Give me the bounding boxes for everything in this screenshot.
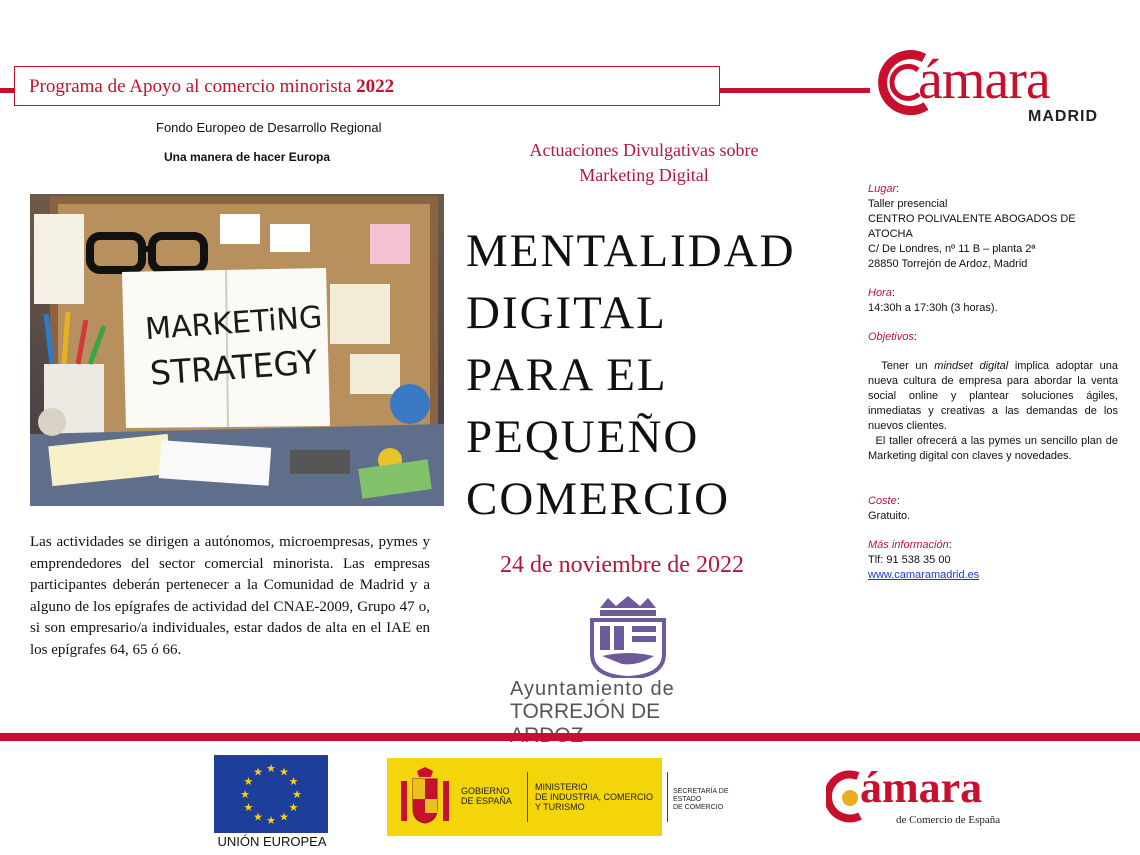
gob-divider-1: [527, 772, 528, 822]
main-title: [466, 220, 796, 530]
title-line-1: MENTALIDAD: [466, 225, 796, 277]
actuaciones-heading: [464, 138, 824, 188]
objetivos-text-1: [868, 359, 1122, 434]
eu-label: UNIÓN EUROPEA: [217, 834, 327, 849]
description-paragraph: Las actividades se dirigen a autónomos, microempresas, pymes y emprendedores del sector comercial minorista. Las empresas participantes deberán pertenecer a la Comunidad de Madrid y a alguno de los epígrafes de actividad del CNAE-2009, Grupo 47 o, si son empresario/a individuales, estar dados de alta en el IAE en los epígrafes 64, 65 ó 66.: [30, 534, 430, 658]
coste-value: Gratuito.: [868, 510, 911, 522]
torrejon-crest-icon: [578, 594, 678, 678]
title-line-4: PEQUEÑO: [466, 411, 700, 463]
obj-post: implica adoptar una nueva cultura de empresa para abordar la venta social online y plantear soluciones ágiles, inmediatas y creativas a las demandas de los nuevos clientes.: [868, 360, 1122, 432]
title-line-2: DIGITAL: [466, 287, 667, 339]
photo-illustration: [30, 194, 444, 506]
marketing-strategy-photo: [30, 194, 444, 506]
manera-text: Una manera de hacer Europa: [164, 150, 331, 164]
mas-info-label: Más información: [868, 539, 949, 551]
eu-flag: [214, 755, 328, 833]
camara-logo-sub: MADRID: [1028, 108, 1098, 125]
camara-madrid-logo: [878, 48, 1118, 132]
ayuntamiento-logo: [506, 594, 736, 724]
eu-star-icon: ★: [279, 765, 289, 779]
program-text: Programa de Apoyo al comercio minorista: [29, 76, 357, 97]
eu-star-icon: ★: [266, 762, 276, 775]
gobierno-logo: [387, 758, 753, 836]
lugar-line-2: CENTRO POLIVALENTE ABOGADOS DE ATOCHA: [868, 213, 1076, 240]
title-line-5: COMERCIO: [466, 473, 731, 525]
hora-label: Hora: [868, 287, 892, 299]
ayto-line-1: Ayuntamiento de: [510, 678, 675, 700]
objetivos-text-2: El taller ofrecerá a las pymes un sencillo plan de Marketing digital con claves y novedades.: [868, 435, 1122, 462]
info-column: Lugar: Taller presencial CENTRO POLIVALENTE ABOGADOS DE ATOCHA C/ De Londres, nº 11 B – planta 2ª 28850 Torrejón de Ardoz, Madrid Hora: 14:30h a 17:30h (3 horas). Objetivos: Tener un mindset digital implica adoptar una nueva cultura de empresa para abordar la venta social online y plantear soluciones ágiles, inmediatas y creativas a las demandas de los nuevos clientes. El taller ofrecerá a las pymes un sencillo plan de Marketing digital con claves y novedades. Coste: Gratuito. Más información: Tlf: 91 538 35 00 www.camaramadrid.es: [868, 183, 1122, 581]
camara-logo-word: ámara: [918, 49, 1050, 111]
gob-text-3: SECRETARÍA DE ESTADO DE COMERCIO: [673, 788, 729, 811]
eu-star-icon: ★: [253, 810, 263, 824]
eu-star-icon: ★: [243, 775, 254, 788]
ayto-line-2: TORREJÓN DE: [510, 700, 661, 723]
fondo-text: Fondo Europeo de Desarrollo Regional: [156, 120, 382, 135]
footer-red-line: [0, 733, 1140, 741]
eu-star-icon: ★: [288, 801, 299, 814]
objetivos-label: Objetivos: [868, 331, 914, 343]
eu-star-icon: ★: [253, 765, 263, 779]
spain-coat-of-arms-icon: [397, 767, 453, 827]
program-year: 2022: [356, 76, 395, 97]
obj-em: mindset digital: [934, 360, 1009, 372]
program-banner: [14, 66, 720, 106]
eu-star-icon: ★: [243, 801, 254, 814]
title-line-3: PARA EL: [466, 349, 668, 401]
obj-pre: Tener un: [868, 360, 935, 372]
camara-espana-word: ámara: [860, 763, 983, 812]
telefono: Tlf: 91 538 35 00: [868, 554, 951, 566]
photo-text-2: STRATEGY: [148, 342, 319, 393]
coste-label: Coste: [868, 495, 897, 507]
eu-star-icon: ★: [240, 788, 250, 801]
camara-espana-logo: [826, 763, 1026, 836]
actuaciones-line-1: Actuaciones Divulgativas sobre: [529, 140, 759, 160]
eu-stars-icon: [214, 755, 328, 833]
gob-text-1: GOBIERNO DE ESPAÑA: [461, 786, 512, 806]
lugar-label: Lugar: [868, 183, 897, 195]
eu-star-icon: ★: [288, 775, 299, 788]
header-red-line-left: [0, 88, 14, 93]
eu-star-icon: ★: [279, 810, 289, 824]
eu-star-icon: ★: [292, 788, 302, 801]
camara-espana-sub: de Comercio de España: [896, 814, 1001, 826]
lugar-line-1: Taller presencial: [868, 198, 948, 210]
lugar-line-3: C/ De Londres, nº 11 B – planta 2ª: [868, 243, 1036, 255]
photo-text-1: MARKETiNG: [143, 299, 324, 348]
eu-star-icon: ★: [266, 814, 276, 827]
event-date: 24 de noviembre de 2022: [500, 552, 744, 578]
web-link[interactable]: www.camaramadrid.es: [868, 569, 980, 581]
actuaciones-line-2: Marketing Digital: [579, 165, 709, 185]
header-red-line-right: [720, 88, 870, 93]
gob-divider-2: [667, 772, 668, 822]
hora-value: 14:30h a 17:30h (3 horas).: [868, 302, 998, 314]
gob-text-2: MINISTERIO DE INDUSTRIA, COMERCIO Y TURISMO: [535, 782, 654, 812]
lugar-line-4: 28850 Torrejón de Ardoz, Madrid: [868, 258, 1028, 270]
